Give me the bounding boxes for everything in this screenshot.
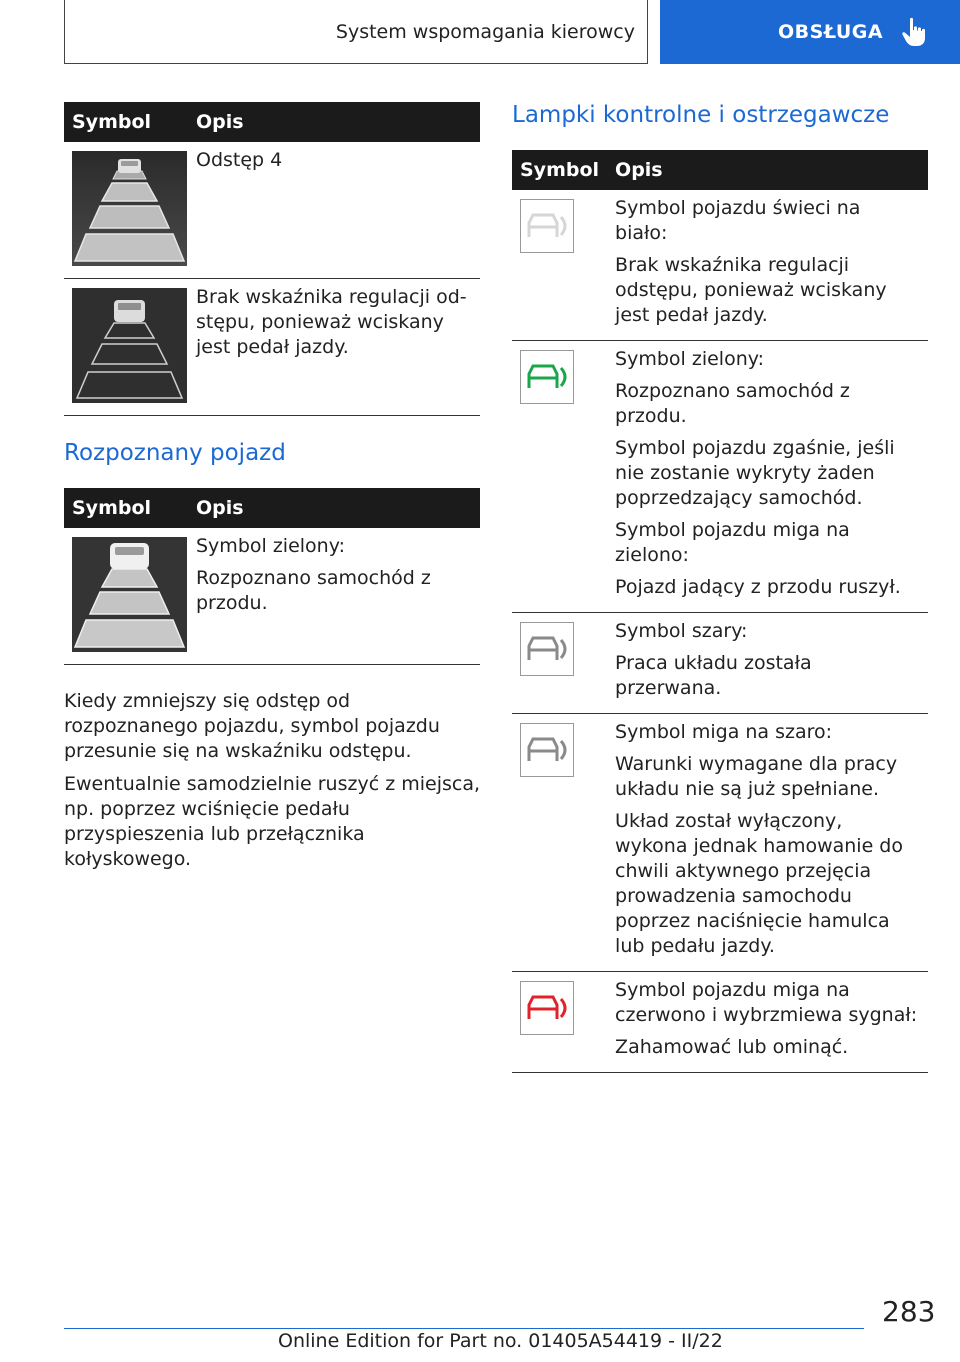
chapter-tab <box>660 0 960 64</box>
description-cell <box>188 279 480 416</box>
symbol-frame <box>520 723 574 777</box>
description-cell <box>607 613 928 714</box>
chapter-label: OBSŁUGA <box>778 21 884 43</box>
table-header-row <box>64 102 480 142</box>
description-text: Praca układu została przerwana. <box>615 652 812 699</box>
symbol-frame <box>520 622 574 676</box>
table-row <box>512 714 928 972</box>
distance-table <box>64 102 480 416</box>
distance-4-illustration <box>72 151 187 266</box>
description-text: Symbol miga na szaro: <box>615 721 833 743</box>
description-text: Symbol pojazdu miga na czerwono i wybrzmiewa sygnał: <box>615 979 918 1026</box>
description-text: Pojazd jadący z przodu ruszył. <box>615 576 901 598</box>
description-text: Symbol pojazdu miga na zielono: <box>615 519 850 566</box>
description-text: Brak wskaźnika regulacji odstępu, ponieważ wciskany jest pedał jazdy. <box>196 286 467 358</box>
description-text: Symbol pojazdu świeci na biało: <box>615 197 861 244</box>
description-text: Symbol pojazdu zgaśnie, jeśli nie zostanie wykryty żaden poprzedzający samochód. <box>615 437 895 509</box>
table-row <box>512 972 928 1073</box>
vehicle-distance-gray-icon <box>523 630 571 668</box>
col-description: Opis <box>188 488 480 528</box>
section-heading: Rozpoznany pojazd <box>64 440 286 466</box>
symbol-cell <box>512 613 607 714</box>
table-header-row <box>512 150 928 190</box>
symbol-cell <box>512 190 607 341</box>
description-text: Symbol zielony: <box>615 348 765 370</box>
table-row <box>64 142 480 279</box>
description-cell <box>607 190 928 341</box>
vehicle-distance-gray-blinking-icon <box>523 731 571 769</box>
col-symbol: Symbol <box>64 488 188 528</box>
description-cell <box>188 528 480 665</box>
recognized-vehicle-table <box>64 488 480 665</box>
edition-note: Online Edition for Part no. 01405A54419 - II/22 <box>278 1330 723 1352</box>
description-cell <box>607 341 928 613</box>
col-symbol: Symbol <box>512 150 607 190</box>
paragraph: Ewentualnie samodzielnie ruszyć z miejsca, np. poprzez wciśnięcie pedału przyspieszenia lub przełącznika kołyskowego. <box>64 773 480 870</box>
left-column <box>64 102 480 880</box>
indicator-lights-table <box>512 150 928 1073</box>
section-heading: Lampki kontrolne i ostrzegawcze <box>512 102 890 128</box>
description-cell <box>607 972 928 1073</box>
col-description: Opis <box>188 102 480 142</box>
table-row <box>64 279 480 416</box>
description-text: Rozpoznano samochód z przodu. <box>196 567 431 614</box>
symbol-cell <box>64 279 188 416</box>
description-text: Brak wskaźnika regulacji odstępu, ponieważ wciskany jest pedał jazdy. <box>615 254 887 326</box>
table-row <box>512 341 928 613</box>
section-title: System wspomagania kierowcy <box>335 20 635 43</box>
recognized-vehicle-illustration <box>72 537 187 652</box>
body-text <box>64 689 480 872</box>
vehicle-distance-white-icon <box>523 207 571 245</box>
table-row <box>512 613 928 714</box>
table-row <box>64 528 480 665</box>
pointing-hand-icon <box>901 17 927 47</box>
description-text: Symbol zielony: <box>196 535 345 557</box>
description-text: Symbol szary: <box>615 620 748 642</box>
description-cell <box>607 714 928 972</box>
symbol-frame <box>520 981 574 1035</box>
footer-divider <box>64 1328 864 1329</box>
symbol-frame <box>520 199 574 253</box>
paragraph: Kiedy zmniejszy się odstęp od rozpoznanego pojazdu, symbol pojazdu przesunie się na wskaźniku odstępu. <box>64 690 440 762</box>
running-header <box>64 0 648 64</box>
symbol-cell <box>512 714 607 972</box>
description-cell <box>188 142 480 279</box>
page-number: 283 <box>882 1295 936 1328</box>
col-description: Opis <box>607 150 928 190</box>
symbol-cell <box>64 142 188 279</box>
symbol-cell <box>512 972 607 1073</box>
table-header-row <box>64 488 480 528</box>
symbol-cell <box>512 341 607 613</box>
description-text: Zahamować lub ominąć. <box>615 1036 849 1058</box>
description-text: Warunki wymagane dla pracy układu nie są już spełniane. <box>615 753 898 800</box>
description-text: Odstęp 4 <box>196 149 283 171</box>
vehicle-distance-red-icon <box>523 989 571 1027</box>
symbol-frame <box>520 350 574 404</box>
description-text: Układ został wyłączony, wykona jednak hamowanie do chwili aktywnego przejęcia prowadzenia samochodu poprzez naciśnięcie hamulca lub pedału jazdy. <box>615 810 903 957</box>
table-row <box>512 190 928 341</box>
description-text: Rozpoznano samochód z przodu. <box>615 380 850 427</box>
right-column <box>512 102 928 1073</box>
vehicle-distance-green-icon <box>523 358 571 396</box>
symbol-cell <box>64 528 188 665</box>
no-distance-illustration <box>72 288 187 403</box>
col-symbol: Symbol <box>64 102 188 142</box>
